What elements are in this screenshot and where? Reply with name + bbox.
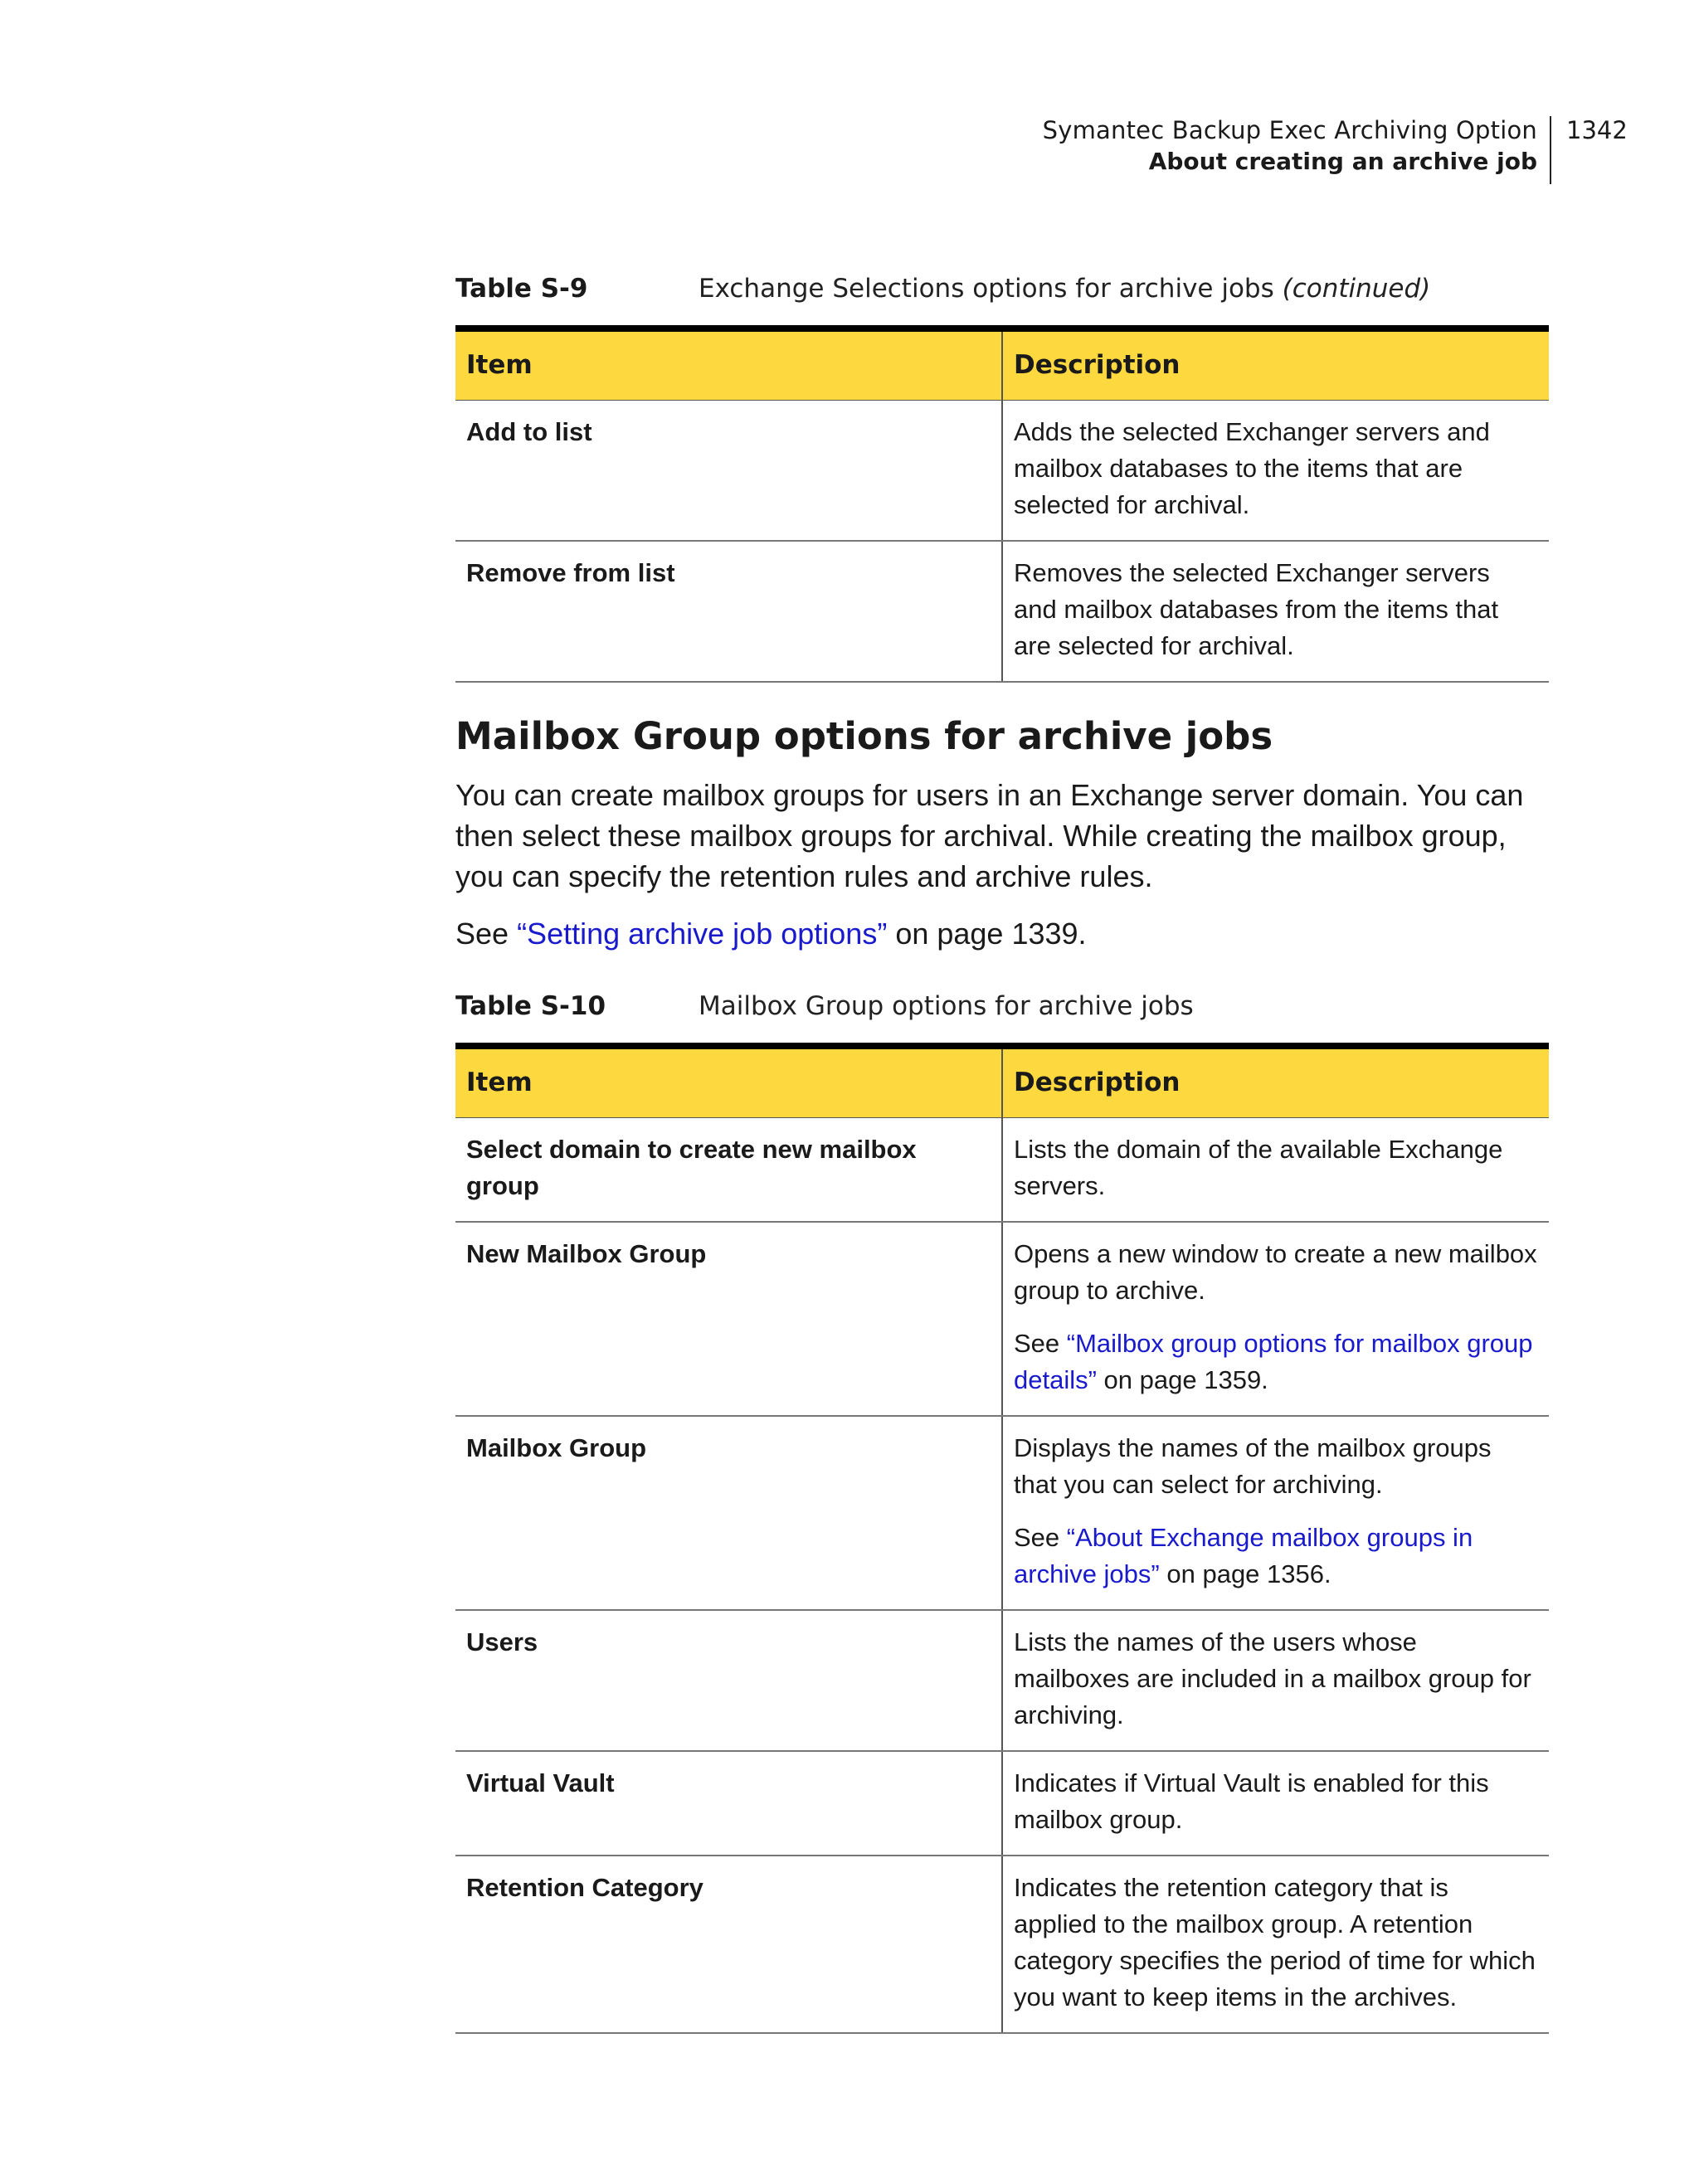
see-link[interactable]: “Mailbox group options for mailbox group details”: [1014, 1329, 1533, 1394]
table-label: Table S-9: [455, 274, 588, 304]
table-s9-block: [455, 274, 1549, 683]
row-description: [1002, 1416, 1549, 1610]
description-text: Indicates the retention category that is applied to the mailbox group. A retention category specifies the period of time for which you want to keep items in the archives.: [1014, 1873, 1536, 2011]
column-header-description: Description: [1002, 328, 1549, 401]
row-description: [1002, 1118, 1549, 1223]
description-text: Lists the domain of the available Exchange servers.: [1014, 1135, 1503, 1200]
table-header-row: [455, 1046, 1549, 1118]
table-s10-block: [455, 991, 1549, 2034]
see-also-line: [1014, 1325, 1538, 1398]
row-description: [1002, 1610, 1549, 1751]
see-suffix: on page 1356.: [1159, 1559, 1331, 1588]
table-s10: [455, 1043, 1549, 2034]
header-text: [1043, 114, 1537, 178]
row-item: Add to list: [455, 401, 1002, 542]
row-description: [1002, 541, 1549, 682]
see-suffix: on page 1359.: [1096, 1365, 1268, 1394]
description-text: Displays the names of the mailbox groups that you can select for archiving.: [1014, 1433, 1492, 1499]
row-item: Select domain to create new mailbox group: [455, 1118, 1002, 1223]
table-title-text: Exchange Selections options for archive jobs: [699, 274, 1274, 304]
section-block: [455, 712, 1549, 954]
column-header-item: Item: [455, 328, 1002, 401]
table-header-row: [455, 328, 1549, 401]
table-row: [455, 1856, 1549, 2033]
row-item: New Mailbox Group: [455, 1222, 1002, 1416]
row-description: [1002, 401, 1549, 542]
table-caption: [455, 274, 1549, 310]
row-item: Retention Category: [455, 1856, 1002, 2033]
see-prefix: See: [455, 917, 518, 951]
column-header-description: Description: [1002, 1046, 1549, 1118]
see-prefix: See: [1014, 1329, 1067, 1358]
see-prefix: See: [1014, 1523, 1067, 1552]
table-row: [455, 1222, 1549, 1416]
section-heading: Mailbox Group options for archive jobs: [455, 714, 1273, 758]
table-s9: [455, 325, 1549, 683]
page-header: [0, 114, 1699, 189]
description-text: Opens a new window to create a new mailbox group to archive.: [1014, 1239, 1537, 1305]
table-row: [455, 1610, 1549, 1751]
table-caption: [455, 991, 1549, 1028]
header-divider: [1550, 116, 1551, 184]
continued-marker: (continued): [1282, 274, 1431, 304]
description-text: Removes the selected Exchanger servers and mailbox databases from the items that are selected for archival.: [1014, 558, 1499, 660]
section-paragraph: You can create mailbox groups for users in an Exchange server domain. You can then select these mailbox groups for archival. While creating the mailbox group, you can specify the retention rules and archive rules.: [455, 778, 1524, 893]
see-also-line: [1014, 1520, 1538, 1593]
description-text: Lists the names of the users whose mailboxes are included in a mailbox group for archiving.: [1014, 1627, 1531, 1729]
row-item: Remove from list: [455, 541, 1002, 682]
table-title: Mailbox Group options for archive jobs: [699, 991, 1194, 1021]
table-row: [455, 1751, 1549, 1856]
chapter-title: Symantec Backup Exec Archiving Option: [1042, 116, 1537, 144]
table-title: [699, 274, 1430, 304]
description-text: Indicates if Virtual Vault is enabled for this mailbox group.: [1014, 1768, 1489, 1834]
see-suffix: on page 1339.: [887, 917, 1087, 951]
page-number: 1342: [1566, 116, 1628, 144]
table-row: [455, 541, 1549, 682]
see-also-line: [455, 913, 1549, 954]
row-description: [1002, 1856, 1549, 2033]
table-label: Table S-10: [455, 991, 606, 1021]
table-row: [455, 1416, 1549, 1610]
section-title: About creating an archive job: [1148, 148, 1537, 175]
see-link[interactable]: “Setting archive job options”: [517, 917, 888, 951]
description-text: Adds the selected Exchanger servers and mailbox databases to the items that are selected for archival.: [1014, 417, 1490, 519]
row-description: [1002, 1222, 1549, 1416]
row-item: Virtual Vault: [455, 1751, 1002, 1856]
row-description: [1002, 1751, 1549, 1856]
table-row: [455, 401, 1549, 542]
table-row: [455, 1118, 1549, 1223]
see-link[interactable]: “About Exchange mailbox groups in archive jobs”: [1014, 1523, 1473, 1588]
row-item: Mailbox Group: [455, 1416, 1002, 1610]
column-header-item: Item: [455, 1046, 1002, 1118]
row-item: Users: [455, 1610, 1002, 1751]
